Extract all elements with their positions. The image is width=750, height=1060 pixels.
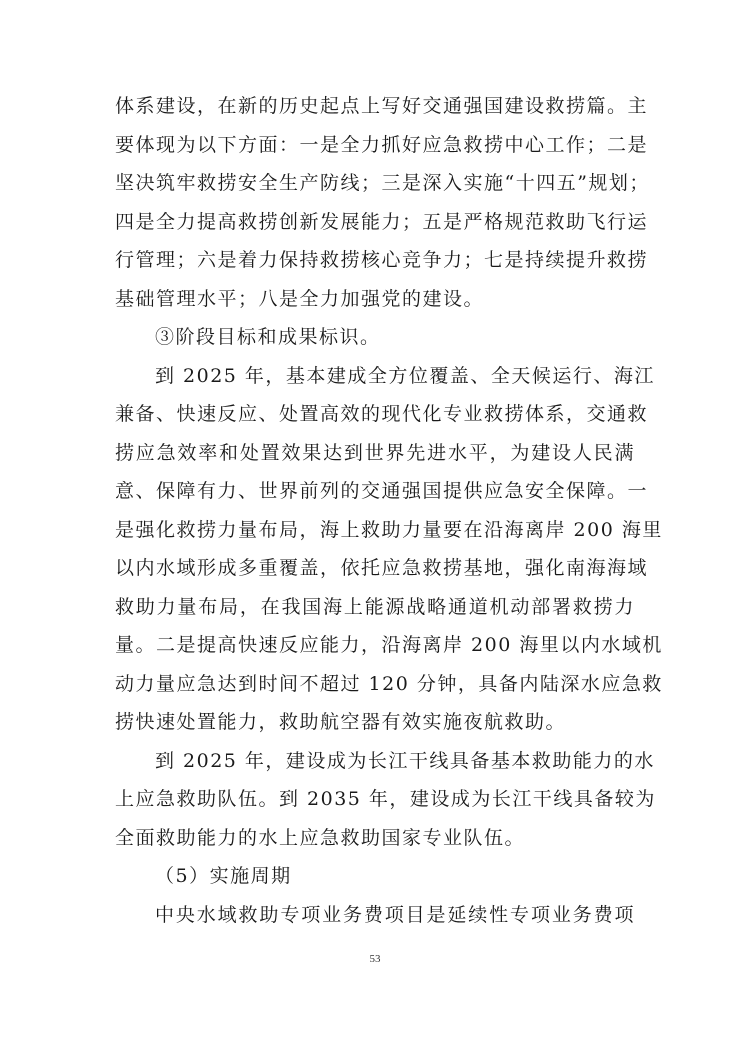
paragraph-implementation-period [115,896,635,935]
text-line: 动力量应急达到时间不超过 120 分钟，具备内陆深水应急救 [115,672,663,695]
text-line: 坚决筑牢救捞安全生产防线；三是深入实施“十四五”规划； [115,172,650,194]
text-line: 到 2025 年，建设成为长江干线具备基本救助能力的水 [155,749,655,772]
text-line: 中央水域救助专项业务费项目是延续性专项业务费项 [155,903,635,926]
text-line: 捞应急效率和处置效果达到世界先进水平，为建设人民满 [115,441,635,464]
body-text [115,87,663,934]
page-number: 53 [369,953,381,965]
text-line: 到 2025 年，基本建成全方位覆盖、全天候运行、海江 [155,364,655,387]
text-line: 以内水域形成多重覆盖，依托应急救捞基地，强化南海海域 [115,557,649,579]
text-line: ③阶段目标和成果标识。 [155,326,381,348]
paragraph-goals-summary [115,87,650,318]
text-line: 捞快速处置能力，救助航空器有效实施夜航救助。 [115,711,567,733]
section-heading-implementation-period [115,857,635,896]
text-line: 兼备、快速反应、处置高效的现代化专业救捞体系，交通救 [115,403,649,425]
text-line: （5）实施周期 [155,865,292,887]
text-line: 上应急救助队伍。到 2035 年，建设成为长江干线具备较为 [115,788,656,810]
text-line: 体系建设，在新的历史起点上写好交通强国建设救捞篇。主 [115,95,649,117]
text-line: 救助力量布局，在我国海上能源战略通道机动部署救捞力 [115,595,635,618]
text-line: 量。二是提高快速反应能力，沿海离岸 200 海里以内水域机 [115,634,663,656]
text-line: 基础管理水平；八是全力加强党的建设。 [115,287,485,310]
text-line: 行管理；六是着力保持救捞核心竞争力；七是持续提升救捞 [115,249,649,271]
paragraph-yangtze-targets [115,742,656,858]
text-line: 四是全力提高救捞创新发展能力；五是严格规范救助飞行运 [115,210,649,233]
text-line: 要体现为以下方面：一是全力抓好应急救捞中心工作；二是 [115,133,649,156]
text-line: 全面救助能力的水上应急救助国家专业队伍。 [115,826,526,849]
paragraph-2025-targets [115,357,663,742]
section-heading-stage-goals [115,318,635,357]
text-line: 意、保障有力、世界前列的交通强国提供应急安全保障。一 [115,480,649,502]
text-line: 是强化救捞力量布局，海上救助力量要在沿海离岸 200 海里 [115,518,663,541]
